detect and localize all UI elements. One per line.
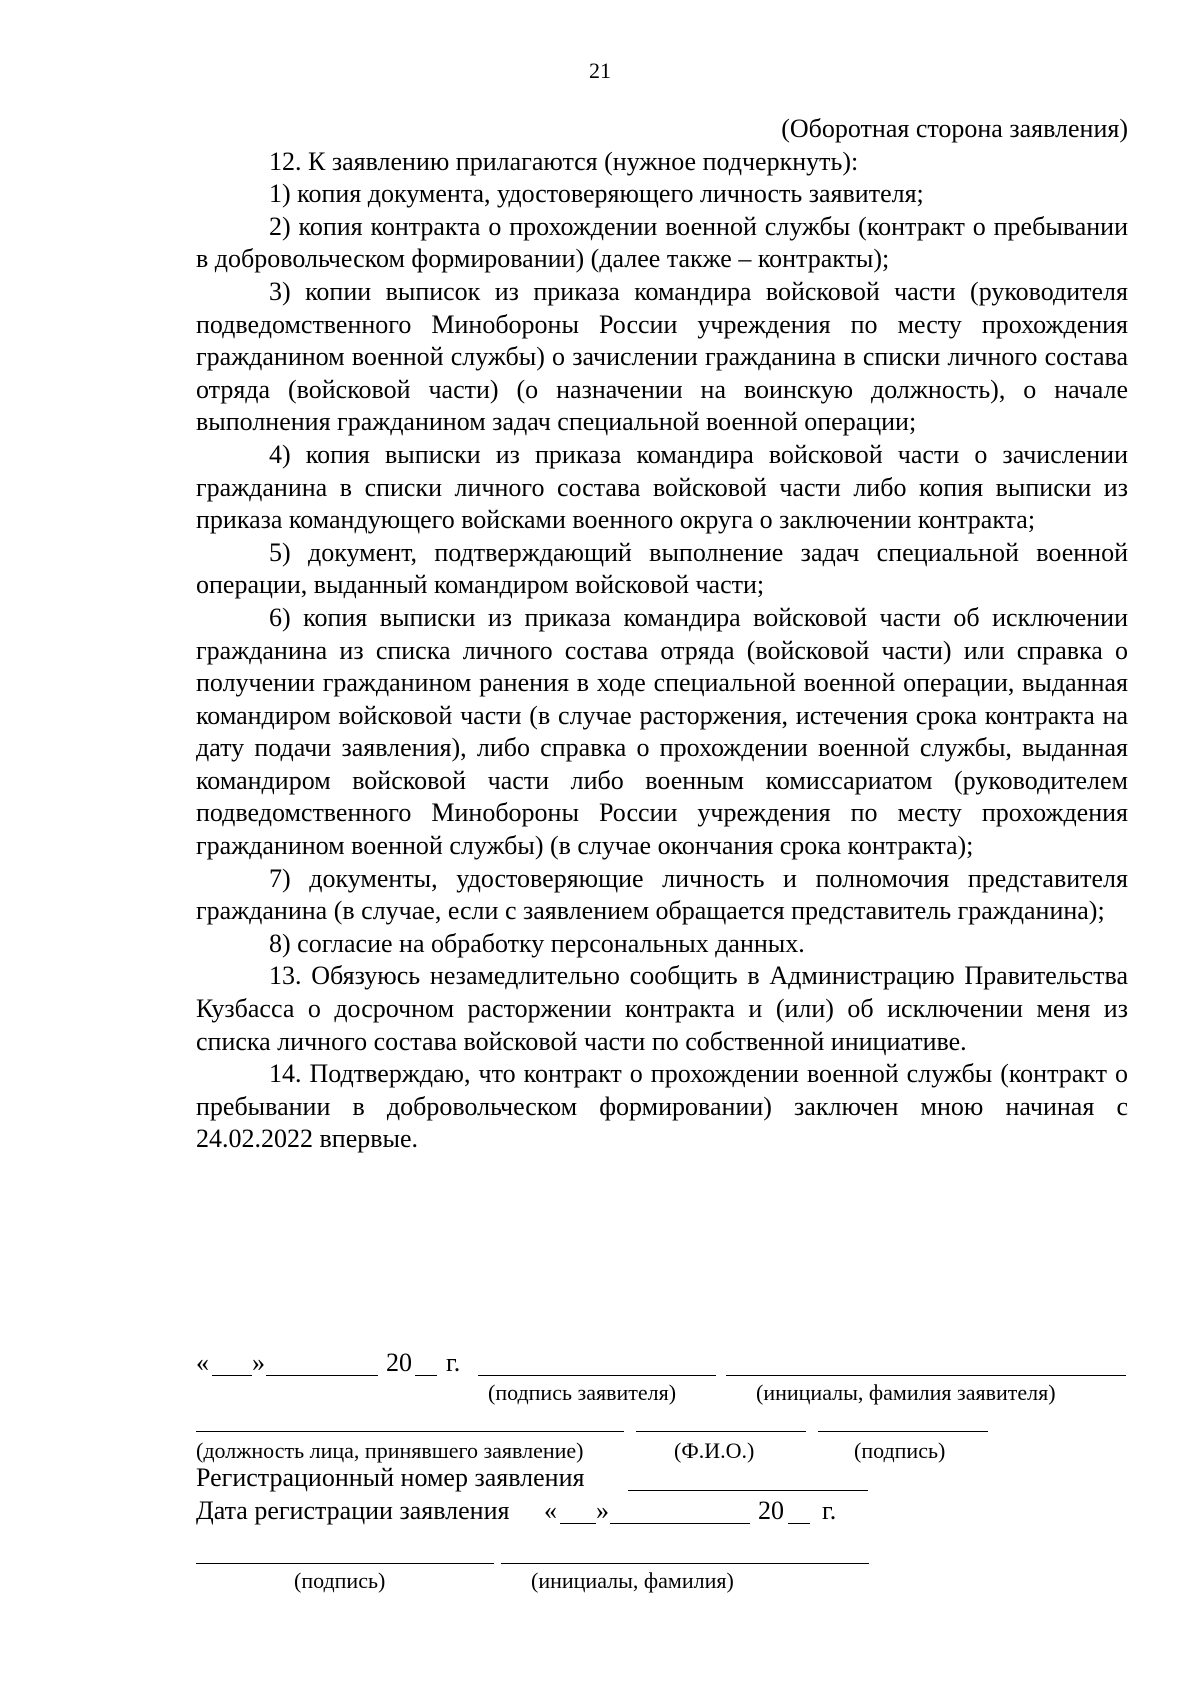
official-fio-label: (Ф.И.О.) [674, 1438, 755, 1463]
month-blank[interactable] [266, 1375, 378, 1376]
reg-year-prefix: 20 [758, 1496, 784, 1525]
paragraph-12: 12. К заявлению прилагаются (нужное подчеркнуть): [269, 146, 859, 176]
attachment-item-4: 4) копия выписки из приказа командира войсковой части о зачислении гражданина в списки личного состава войсковой части либо копия выписки из приказа командующего войсками военного округа о заключении контракта; [196, 439, 1128, 535]
date-quote-close: » [252, 1348, 265, 1377]
reg-number-line[interactable] [628, 1490, 868, 1491]
reg-month-blank[interactable] [610, 1523, 750, 1524]
attachment-item-7: 7) документы, удостоверяющие личность и полномочия представителя гражданина (в случае, если с заявлением обращается представитель гражданина); [196, 863, 1128, 926]
attachment-item-2: 2) копия контракта о прохождении военной службы (контракт о пребывании в добровольческом формировании) (далее также – контракты); [196, 211, 1128, 274]
bottom-name-label: (инициалы, фамилия) [531, 1568, 734, 1593]
reg-date-quote-close: » [596, 1496, 609, 1525]
reg-day-blank[interactable] [560, 1523, 596, 1524]
applicant-signature-line[interactable] [478, 1375, 716, 1376]
reg-date-quote-open: « [544, 1496, 557, 1525]
attachment-item-5: 5) документ, подтверждающий выполнение задач специальной военной операции, выданный командиром войсковой части; [196, 537, 1128, 600]
reg-year-blank[interactable] [788, 1523, 810, 1524]
official-fio-line[interactable] [636, 1431, 806, 1432]
official-position-line[interactable] [196, 1431, 624, 1432]
paragraph-14: 14. Подтверждаю, что контракт о прохождении военной службы (контракт о пребывании в добровольческом формировании) заключен мною начиная с 24.02.2022 впервые. [196, 1059, 1128, 1154]
applicant-name-line[interactable] [726, 1375, 1126, 1376]
side-note: (Оборотная сторона заявления) [781, 114, 1128, 143]
year-prefix: 20 [386, 1348, 412, 1377]
attachment-item-1: 1) копия документа, удостоверяющего личность заявителя; [269, 179, 924, 209]
attachment-item-3: 3) копии выписок из приказа командира войсковой части (руководителя подведомственного Минобороны России учреждения по месту прохождения гражданином военной службы) о зачислении гражданина в списки личного состава отряда (войсковой части) (о назначении на воинскую должность), о начале выполнения гражданином задач специальной военной операции; [196, 276, 1128, 437]
paragraph-13: 13. Обязуюсь незамедлительно сообщить в Администрацию Правительства Кузбасса о досрочном расторжении контракта и (или) об исключении меня из списка личного состава войсковой части по собственной инициативе. [196, 961, 1128, 1056]
reg-date-label: Дата регистрации заявления [196, 1496, 510, 1525]
year-blank[interactable] [415, 1375, 437, 1376]
bottom-signature-line[interactable] [196, 1563, 494, 1564]
reg-number-label: Регистрационный номер заявления [196, 1463, 585, 1492]
official-signature-line[interactable] [818, 1431, 988, 1432]
page-number: 21 [589, 58, 611, 83]
year-suffix: г. [446, 1348, 461, 1377]
applicant-signature-label: (подпись заявителя) [488, 1380, 677, 1405]
official-signature-label: (подпись) [854, 1438, 946, 1463]
document-body [196, 113, 1128, 1156]
attachment-item-8: 8) согласие на обработку персональных данных. [269, 928, 805, 958]
applicant-name-label: (инициалы, фамилия заявителя) [756, 1380, 1056, 1405]
bottom-name-line[interactable] [501, 1563, 869, 1564]
date-quote-open: « [196, 1348, 209, 1377]
day-blank[interactable] [212, 1375, 252, 1376]
attachment-item-6: 6) копия выписки из приказа командира войсковой части об исключении гражданина из списка личного состава отряда (войсковой части) или справка о получении гражданином ранения в ходе специальной военной операции, выданная командиром войсковой части (в случае расторжения, истечения срока контракта на дату подачи заявления), либо справка о прохождении военной службы, выданная командиром войсковой части либо военным комиссариатом (руководителем подведомственного Минобороны России учреждения по месту прохождения гражданином военной службы) (в случае окончания срока контракта); [196, 602, 1128, 861]
reg-year-suffix: г. [822, 1496, 837, 1525]
official-position-label: (должность лица, принявшего заявление) [196, 1438, 584, 1463]
bottom-signature-label: (подпись) [294, 1568, 386, 1593]
